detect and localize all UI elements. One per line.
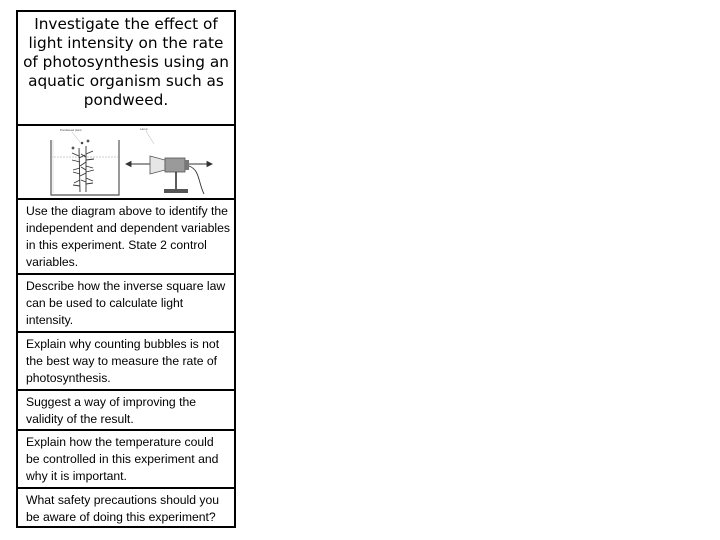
lamp-icon <box>150 156 204 194</box>
question-inverse-square: Describe how the inverse square law can be used to calculate light intensity. <box>18 275 234 333</box>
label-pointer-plant <box>72 132 80 142</box>
experiment-diagram-svg <box>18 126 234 200</box>
beaker-icon <box>51 140 119 195</box>
question-safety: What safety precautions should you be aware of doing this experiment? <box>26 493 220 524</box>
experiment-diagram <box>18 126 234 200</box>
label-lamp: Lamp <box>140 127 148 131</box>
label-pondweed: Pondweed plant <box>60 128 82 132</box>
worksheet-title: Investigate the effect of light intensity on the rate of photosynthesis using an aquatic organism such as pondweed. <box>18 12 234 126</box>
question-variables: Use the diagram above to identify the independent and dependent variables in this experiment. State 2 control variables. <box>18 200 234 275</box>
question-counting-bubbles: Explain why counting bubbles is not the best way to measure the rate of photosynthesis. <box>18 333 234 391</box>
worksheet-card <box>16 10 236 528</box>
question-temperature: Explain how the temperature could be controlled in this experiment and why it is important. <box>18 431 234 489</box>
question-validity: Suggest a way of improving the validity of the result. <box>18 391 234 431</box>
pondweed-icon <box>72 140 94 192</box>
label-pointer-lamp <box>146 131 154 144</box>
